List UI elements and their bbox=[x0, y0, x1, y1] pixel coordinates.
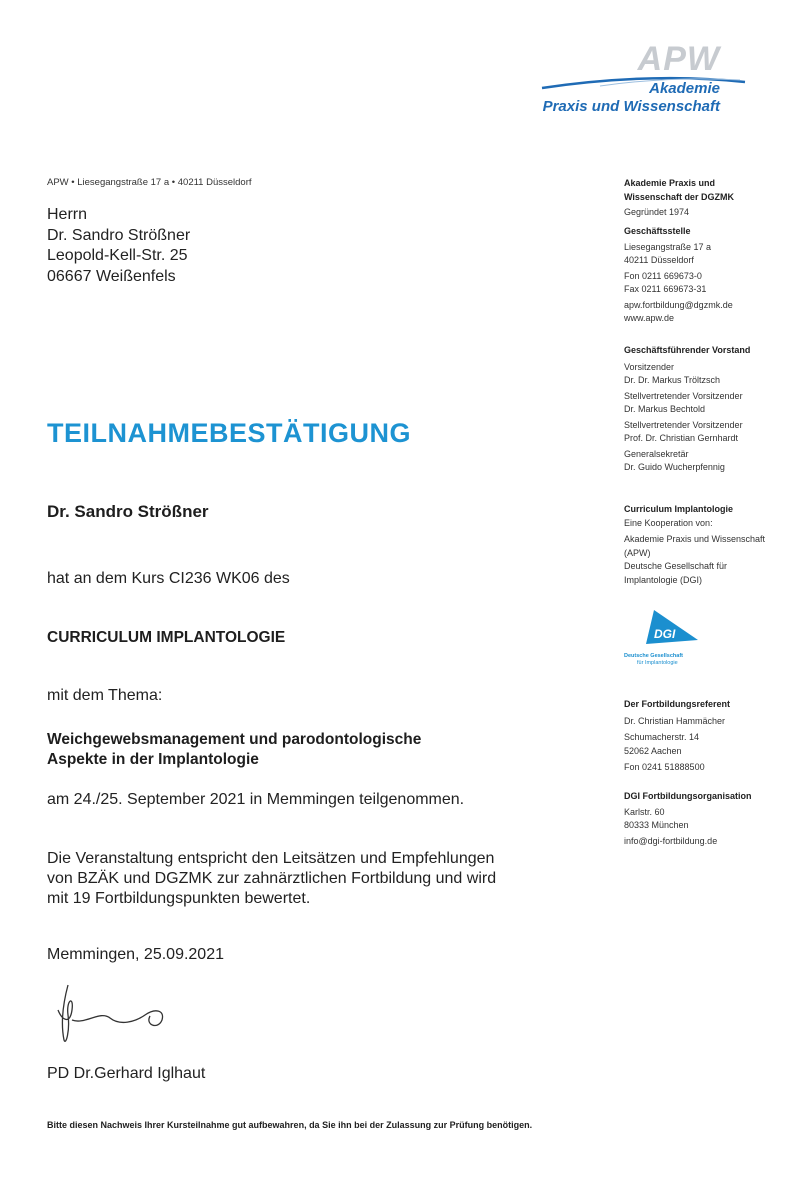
sidebar-referent-heading: Der Fortbildungsreferent bbox=[624, 699, 731, 709]
course-name: CURRICULUM IMPLANTOLOGIE bbox=[47, 629, 286, 646]
sidebar-web-link[interactable]: www.apw.de bbox=[624, 313, 675, 323]
referent-name: Dr. Christian Hammächer bbox=[624, 715, 726, 726]
accreditation-line-1: Die Veranstaltung entspricht den Leitsätzen und Empfehlungen bbox=[47, 850, 495, 867]
curriculum-line-4: Deutsche Gesellschaft für bbox=[624, 561, 728, 571]
board-role-1: Vorsitzender bbox=[624, 361, 675, 372]
logo-apw-text: APW bbox=[637, 40, 720, 78]
board-role-3: Stellvertretender Vorsitzender bbox=[624, 419, 743, 430]
sender-line: APW • Liesegangstraße 17 a • 40211 Düsseldorf bbox=[47, 177, 252, 188]
topic-line-2: Aspekte in der Implantologie bbox=[47, 751, 259, 768]
board-role-2: Stellvertretender Vorsitzender bbox=[624, 390, 743, 401]
sidebar-dgi-heading: DGI Fortbildungsorganisation bbox=[624, 791, 752, 801]
address-name: Dr. Sandro Strößner bbox=[47, 226, 191, 244]
dgi-city: 80333 München bbox=[624, 820, 689, 830]
dgi-street: Karlstr. 60 bbox=[624, 806, 665, 817]
dgi-logo-text: DGI bbox=[654, 627, 676, 641]
course-intro-text: hat an dem Kurs CI236 WK06 des bbox=[47, 570, 290, 587]
course-date-text: am 24./25. September 2021 in Memmingen teilgenommen. bbox=[47, 791, 465, 808]
sidebar-referent bbox=[624, 698, 794, 775]
topic-intro-text: mit dem Thema: bbox=[47, 687, 163, 704]
curriculum-line-5: Implantologie (DGI) bbox=[624, 574, 703, 585]
sidebar-curriculum bbox=[624, 503, 794, 587]
dgi-logo-sub-2: für Implantologie bbox=[637, 660, 678, 666]
place-date: Memmingen, 25.09.2021 bbox=[47, 946, 224, 963]
sidebar-office-fax: Fax 0211 669673-31 bbox=[624, 284, 707, 294]
sidebar-board bbox=[624, 344, 794, 475]
board-role-4: Generalsekretär bbox=[624, 448, 689, 459]
sidebar-org bbox=[624, 177, 794, 220]
board-person-2: Dr. Markus Bechtold bbox=[624, 404, 706, 414]
signature-image bbox=[50, 980, 180, 1050]
sidebar-office bbox=[624, 225, 794, 326]
referent-city: 52062 Aachen bbox=[624, 745, 682, 756]
logo-akademie-text: Akademie bbox=[649, 80, 720, 97]
recipient-address bbox=[47, 205, 190, 287]
sidebar-curriculum-heading: Curriculum Implantologie bbox=[624, 504, 734, 514]
sidebar-email-link[interactable]: apw.fortbildung@dgzmk.de bbox=[624, 299, 733, 310]
sidebar-dgi-org bbox=[624, 790, 794, 848]
signer-name: PD Dr.Gerhard Iglhaut bbox=[47, 1065, 206, 1082]
curriculum-line-1: Eine Kooperation von: bbox=[624, 517, 713, 528]
sidebar-board-heading: Geschäftsführender Vorstand bbox=[624, 345, 751, 355]
recipient-name: Dr. Sandro Strößner bbox=[47, 502, 209, 521]
sidebar-org-line-2: Wissenschaft der DGZMK bbox=[624, 191, 734, 202]
dgi-logo bbox=[624, 608, 704, 670]
referent-phone: Fon 0241 51888500 bbox=[624, 762, 705, 772]
course-topic bbox=[47, 730, 421, 770]
footnote: Bitte diesen Nachweis Ihrer Kursteilnahme gut aufbewahren, da Sie ihn bei der Zulassung zur Prüfung benötigen. bbox=[47, 1120, 533, 1130]
topic-line-1: Weichgewebsmanagement und parodontologische bbox=[47, 731, 422, 748]
document-title: TEILNAHMEBESTÄTIGUNG bbox=[47, 418, 411, 448]
address-city: 06667 Weißenfels bbox=[47, 267, 176, 285]
board-person-1: Dr. Dr. Markus Tröltzsch bbox=[624, 375, 721, 385]
referent-street: Schumacherstr. 14 bbox=[624, 732, 700, 742]
board-person-4: Dr. Guido Wucherpfennig bbox=[624, 462, 725, 472]
dgi-logo-sub-1: Deutsche Gesellschaft bbox=[624, 653, 683, 659]
accreditation-line-2: von BZÄK und DGZMK zur zahnärztlichen Fortbildung und wird bbox=[47, 870, 497, 887]
dgi-email-link[interactable]: info@dgi-fortbildung.de bbox=[624, 835, 718, 846]
board-person-3: Prof. Dr. Christian Gernhardt bbox=[624, 433, 739, 443]
apw-logo bbox=[540, 40, 760, 120]
sidebar-office-phone: Fon 0211 669673-0 bbox=[624, 270, 702, 281]
sidebar-office-heading: Geschäftsstelle bbox=[624, 226, 691, 236]
sidebar-org-line-1: Akademie Praxis und bbox=[624, 178, 716, 188]
sidebar-founded: Gegründet 1974 bbox=[624, 207, 690, 217]
logo-praxis-text: Praxis und Wissenschaft bbox=[542, 98, 720, 115]
curriculum-line-3: (APW) bbox=[624, 547, 651, 558]
curriculum-line-2: Akademie Praxis und Wissenschaft bbox=[624, 534, 766, 544]
accreditation-line-3: mit 19 Fortbildungspunkten bewertet. bbox=[47, 890, 311, 907]
sidebar-office-city: 40211 Düsseldorf bbox=[624, 255, 694, 265]
accreditation-text bbox=[47, 849, 496, 909]
address-salutation: Herrn bbox=[47, 206, 88, 223]
address-street: Leopold-Kell-Str. 25 bbox=[47, 247, 188, 264]
sidebar-office-street: Liesegangstraße 17 a bbox=[624, 241, 712, 252]
